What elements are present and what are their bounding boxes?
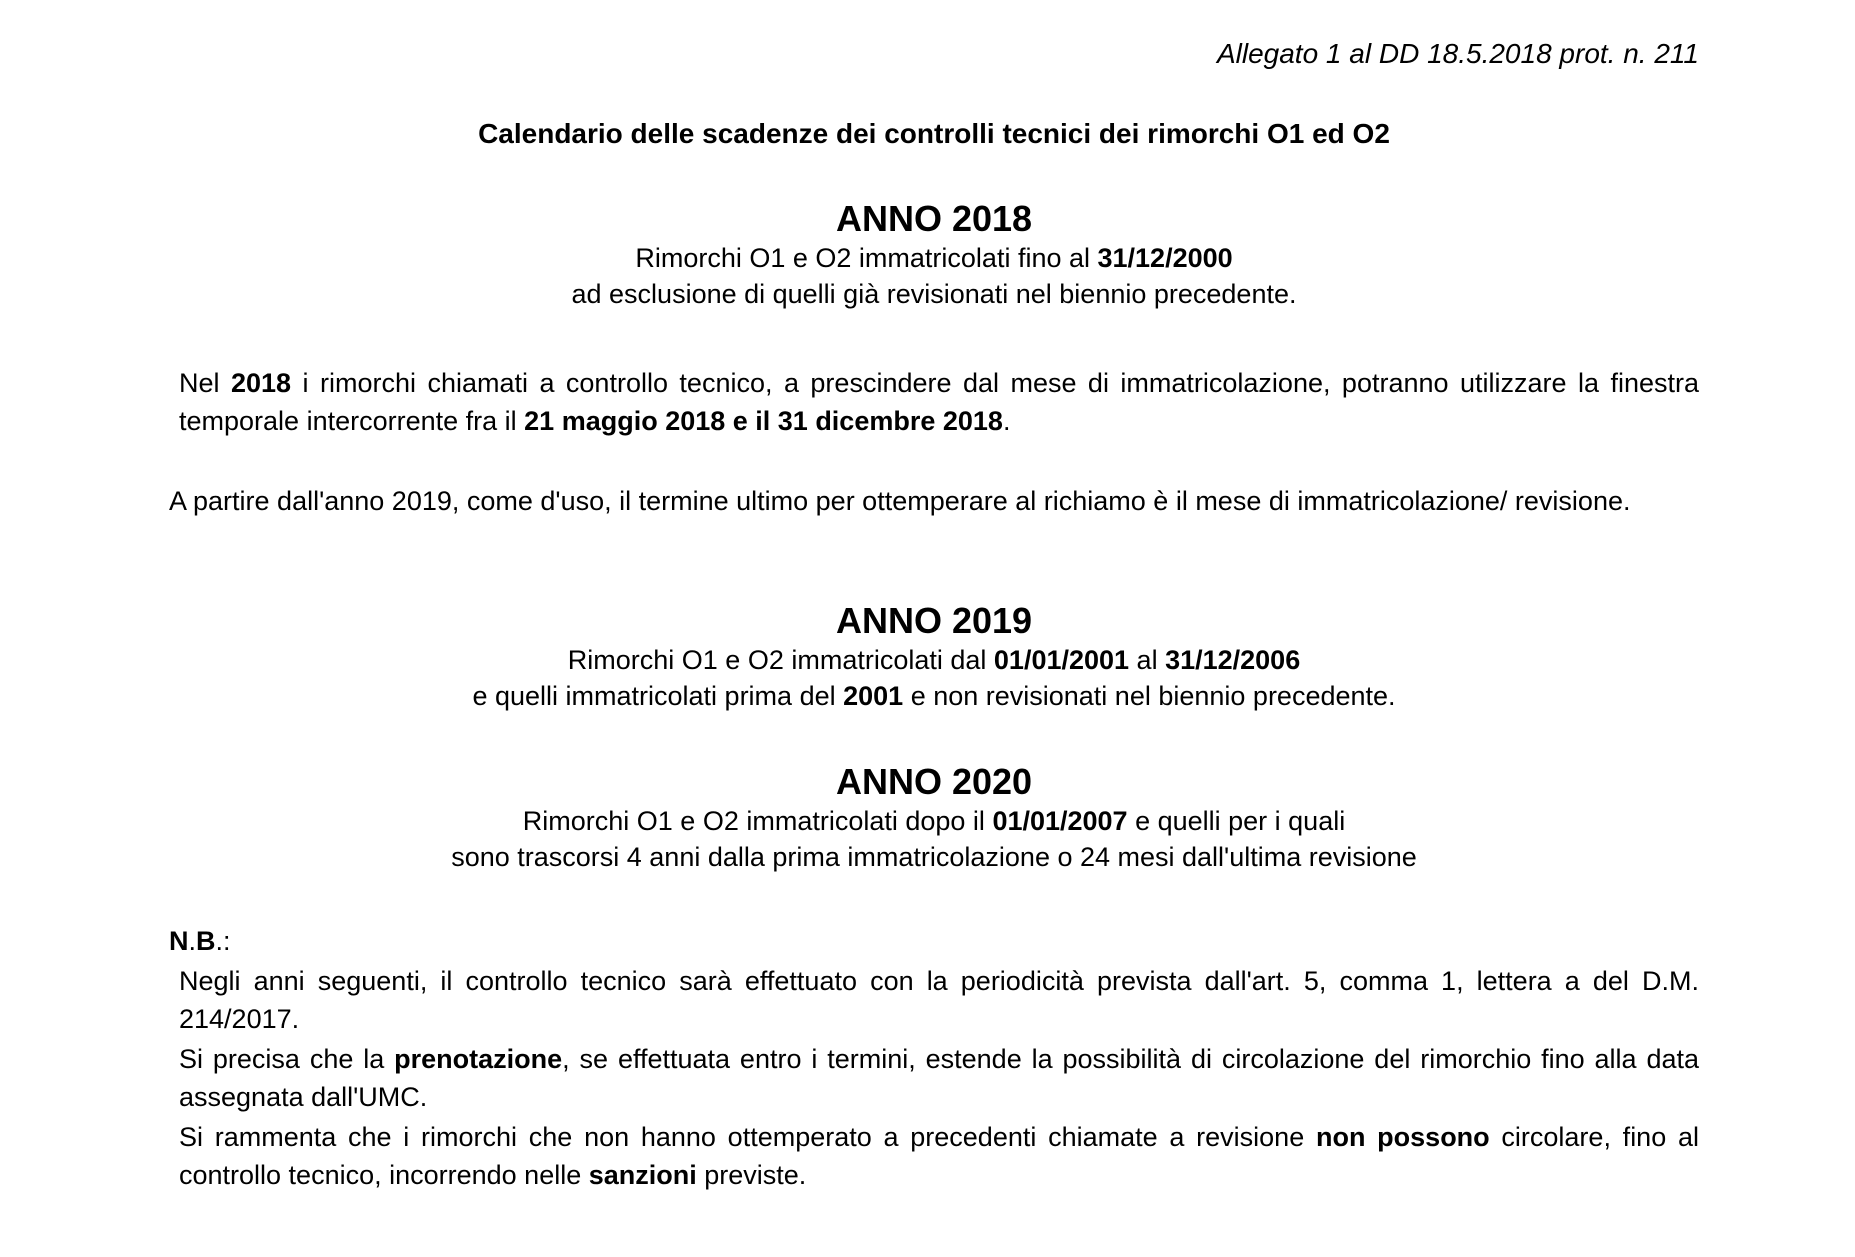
note-3-bold-1: non possono [1315, 1122, 1490, 1152]
paragraph-2018-year: 2018 [230, 368, 292, 398]
note-3-text-1: Si rammenta che i rimorchi che non hanno ottemperato a precedenti chiamate a revisione [179, 1122, 1316, 1152]
document-title: Calendario delle scadenze dei controlli tecnici dei rimorchi O1 ed O2 [478, 118, 1390, 149]
year-2018-line-1 [169, 240, 1699, 276]
note-2-bold: prenotazione [394, 1044, 563, 1074]
paragraph-2019-rule [169, 482, 1699, 520]
year-2018-heading: ANNO 2018 [835, 198, 1033, 239]
note-2-text-1: Si precisa che la [179, 1044, 395, 1074]
year-2018-line-2: ad esclusione di quelli già revisionati nel biennio precedente. [571, 279, 1297, 309]
year-2019-line-1 [169, 642, 1699, 678]
year-2020-section [169, 761, 1699, 875]
note-3-text-2: circolare, fino al controllo tecnico, incorrendo nelle [179, 1122, 1699, 1190]
paragraph-2018-text-2: i rimorchi chiamati a controllo tecnico, a prescindere dal mese di immatricolazione, potranno utilizzare la finestra temporale intercorrente fra il [179, 368, 1699, 436]
year-2019-line-1-text: Rimorchi O1 e O2 immatricolati dal [567, 645, 994, 675]
note-2-text-2: , se effettuata entro i termini, estende la possibilità di circolazione del rimorchio fino alla data assegnata dall'UMC. [179, 1044, 1699, 1112]
note-2 [169, 1040, 1699, 1116]
notes-section [169, 922, 1699, 1194]
paragraph-2018-date-range: 21 maggio 2018 e il 31 dicembre 2018 [524, 406, 1003, 436]
note-3-bold-2: sanzioni [588, 1160, 697, 1190]
notes-label-tail: .: [215, 926, 231, 956]
year-2019-year: 2001 [843, 681, 904, 711]
year-2019-line-2-text: e quelli immatricolati prima del [472, 681, 844, 711]
notes-label-n: N [169, 926, 189, 956]
year-2019-line-2 [169, 678, 1699, 714]
year-2018-line-1-text: Rimorchi O1 e O2 immatricolati fino al [635, 243, 1098, 273]
paragraph-2018-window [169, 364, 1699, 440]
year-2018-cutoff-date: 31/12/2000 [1097, 243, 1233, 273]
notes-label [169, 922, 1699, 960]
notes-label-b: B [196, 926, 216, 956]
paragraph-2018-text-3: . [1002, 406, 1011, 436]
year-2020-line-1-text: Rimorchi O1 e O2 immatricolati dopo il [522, 806, 993, 836]
notes-label-dot: . [188, 926, 197, 956]
year-2019-heading: ANNO 2019 [835, 600, 1033, 641]
year-2020-line-1 [169, 803, 1699, 839]
year-2019-section [169, 600, 1699, 714]
year-2019-line-1-mid: al [1129, 645, 1166, 675]
year-2019-start-date: 01/01/2001 [993, 645, 1130, 675]
paragraph-2019-rule-text: A partire dall'anno 2019, come d'uso, il termine ultimo per ottemperare al richiamo è il mese di immatricolazione/ revisione. [169, 486, 1631, 516]
year-2019-end-date: 31/12/2006 [1165, 645, 1301, 675]
note-3-text-3: previste. [696, 1160, 807, 1190]
year-2019-line-2-tail: e non revisionati nel biennio precedente. [903, 681, 1396, 711]
year-2018-section [169, 198, 1699, 312]
note-3 [169, 1118, 1699, 1194]
year-2020-line-2: sono trascorsi 4 anni dalla prima immatricolazione o 24 mesi dall'ultima revisione [451, 842, 1417, 872]
year-2020-heading: ANNO 2020 [835, 761, 1033, 802]
year-2020-line-1-tail: e quelli per i quali [1127, 806, 1346, 836]
annex-label: Allegato 1 al DD 18.5.2018 prot. n. 211 [1216, 38, 1699, 69]
year-2020-date: 01/01/2007 [992, 806, 1128, 836]
note-1: Negli anni seguenti, il controllo tecnico sarà effettuato con la periodicità prevista dall'art. 5, comma 1, lettera a del D.M. 214/2017. [179, 966, 1699, 1034]
paragraph-2018-text-1: Nel [179, 368, 231, 398]
